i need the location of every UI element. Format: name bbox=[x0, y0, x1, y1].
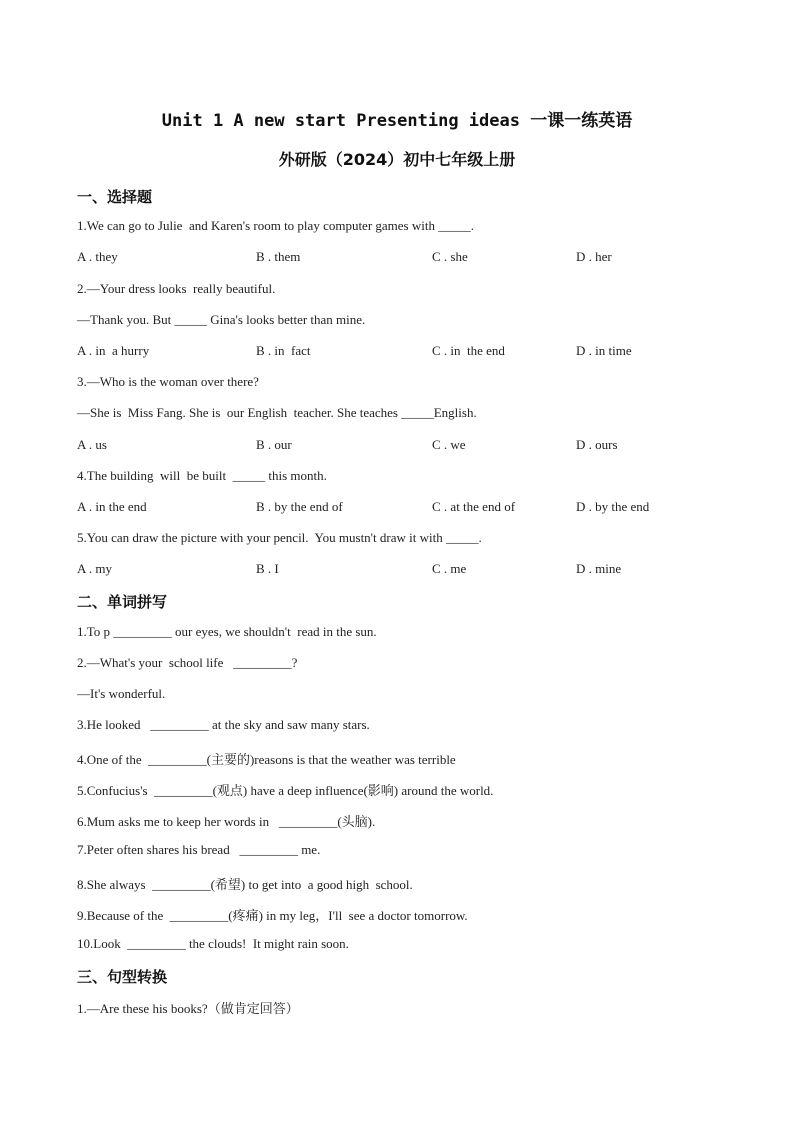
option-a: A . in a hurry bbox=[77, 343, 150, 358]
option-b: B . in fact bbox=[256, 343, 311, 358]
option-c: C . we bbox=[432, 437, 466, 452]
options-row bbox=[77, 499, 717, 517]
options-row bbox=[77, 437, 717, 455]
spelling-item: 9.Because of the _________(疼痛) in my leg，I'll see a doctor tomorrow. bbox=[77, 908, 468, 923]
section-heading-choice: 一、选择题 bbox=[77, 188, 153, 206]
question-stem: —Thank you. But _____ Gina's looks better than mine. bbox=[77, 312, 366, 327]
options-row bbox=[77, 249, 717, 267]
question-stem: 2.—Your dress looks really beautiful. bbox=[77, 281, 276, 296]
option-d: D . ours bbox=[576, 437, 618, 452]
spelling-item: 1.To p _________ our eyes, we shouldn't read in the sun. bbox=[77, 624, 377, 639]
option-c: C . me bbox=[432, 561, 467, 576]
option-c: C . at the end of bbox=[432, 499, 516, 514]
option-d: D . by the end bbox=[576, 499, 650, 514]
question-stem: —She is Miss Fang. She is our English teacher. She teaches _____English. bbox=[77, 405, 477, 420]
option-b: B . I bbox=[256, 561, 279, 576]
spelling-item: —It's wonderful. bbox=[77, 686, 166, 701]
option-a: A . they bbox=[77, 249, 118, 264]
option-c: C . she bbox=[432, 249, 468, 264]
spelling-item: 10.Look _________ the clouds! It might rain soon. bbox=[77, 936, 349, 951]
spelling-item: 2.—What's your school life _________? bbox=[77, 655, 298, 670]
page-title: Unit 1 A new start Presenting ideas 一课一练英语 bbox=[161, 111, 633, 131]
option-b: B . them bbox=[256, 249, 301, 264]
option-b: B . our bbox=[256, 437, 292, 452]
option-d: D . mine bbox=[576, 561, 622, 576]
option-b: B . by the end of bbox=[256, 499, 343, 514]
spelling-item: 6.Mum asks me to keep her words in _________(头脑). bbox=[77, 814, 376, 829]
section-heading-transform: 三、句型转换 bbox=[77, 968, 168, 986]
spelling-item: 4.One of the _________(主要的)reasons is that the weather was terrible bbox=[77, 752, 456, 767]
option-a: A . my bbox=[77, 561, 113, 576]
option-a: A . us bbox=[77, 437, 107, 452]
option-c: C . in the end bbox=[432, 343, 505, 358]
question-stem: 5.You can draw the picture with your pencil. You mustn't draw it with _____. bbox=[77, 530, 482, 545]
question-stem: 3.—Who is the woman over there? bbox=[77, 374, 259, 389]
options-row bbox=[77, 343, 717, 361]
page-subtitle: 外研版（2024）初中七年级上册 bbox=[278, 150, 516, 169]
spelling-item: 3.He looked _________ at the sky and saw many stars. bbox=[77, 717, 370, 732]
option-d: D . her bbox=[576, 249, 612, 264]
spelling-item: 8.She always _________(希望) to get into a good high school. bbox=[77, 877, 413, 892]
spelling-item: 5.Confucius's _________(观点) have a deep influence(影响) around the world. bbox=[77, 783, 494, 798]
spelling-item: 7.Peter often shares his bread _________ me. bbox=[77, 842, 321, 857]
options-row bbox=[77, 561, 717, 579]
option-d: D . in time bbox=[576, 343, 632, 358]
option-a: A . in the end bbox=[77, 499, 147, 514]
transform-item: 1.—Are these his books?（做肯定回答） bbox=[77, 1001, 299, 1016]
question-stem: 4.The building will be built _____ this month. bbox=[77, 468, 327, 483]
question-stem: 1.We can go to Julie and Karen's room to play computer games with _____. bbox=[77, 218, 474, 233]
section-heading-spelling: 二、单词拼写 bbox=[77, 593, 168, 611]
